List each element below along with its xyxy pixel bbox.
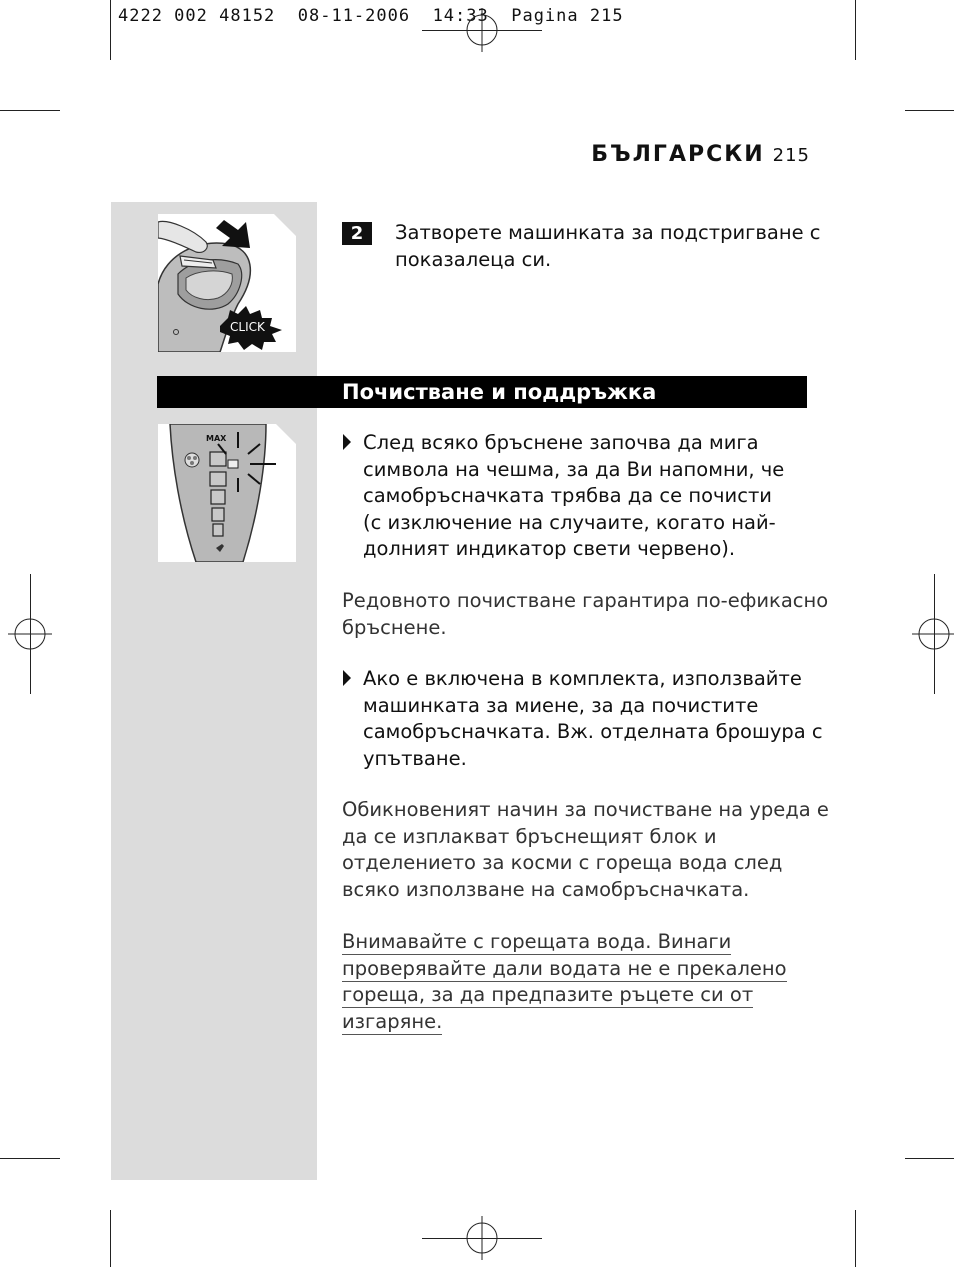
hot-water-warning — [342, 929, 787, 1035]
warning-line: гореща, за да предпазите ръцете си от — [342, 983, 754, 1006]
bullet-2-line: машинката за миене, за да почистите — [363, 693, 759, 717]
bullet-2-line: самобръсначката. Вж. отделната брошура с — [363, 720, 823, 743]
paragraph-2-line: всяко използване на самобръсначката. — [342, 877, 750, 901]
section-title: Почистване и поддръжка — [342, 380, 657, 404]
bullet-2-line: упътване. — [363, 746, 467, 770]
bullet-1-line: символа на чешма, за да Ви напомни, че — [363, 457, 785, 481]
trimmer-close-image — [158, 214, 296, 352]
bullet-1-text — [363, 430, 784, 563]
print-header: 4222 002 48152 08-11-2006 14:33 Pagina 215 — [118, 6, 624, 26]
step-2-text — [395, 220, 821, 273]
bullet-2-text — [363, 666, 823, 772]
bullet-marker-2 — [343, 670, 351, 686]
bullet-1-line: самобръсначката трябва да се почисти — [363, 484, 772, 507]
bullet-marker-1 — [343, 434, 351, 450]
step-2-line-2: показалеца си. — [395, 247, 552, 271]
warning-line: Внимавайте с горещата вода. Винаги — [342, 930, 732, 953]
warning-line: проверявайте дали водата не е прекалено — [342, 956, 787, 980]
step-number: 2 — [342, 222, 372, 245]
bullet-1-line: долният индикатор свети червено). — [363, 537, 736, 560]
trimmer-close-illustration — [158, 214, 296, 352]
paragraph-1-line: Редовното почистване гарантира по-ефикасно — [342, 589, 829, 612]
bullet-2-line: Ако е включена в комплекта, използвайте — [363, 667, 802, 690]
paragraph-1 — [342, 588, 828, 641]
cleaning-indicator-illustration — [158, 424, 296, 562]
bullet-1-line: След всяко бръснене започва да мига — [363, 431, 759, 454]
page-number: 215 — [772, 145, 810, 166]
click-label: CLICK — [230, 320, 265, 334]
warning-line: изгаряне. — [342, 1009, 443, 1033]
paragraph-2-line: отделението за косми с гореща вода след — [342, 851, 783, 874]
bullet-1-line: (с изключение на случаите, когато най- — [363, 510, 776, 534]
paragraph-2-line: Обикновеният начин за почистване на уреда е — [342, 798, 829, 821]
paragraph-1-line: бръснене. — [342, 615, 447, 639]
max-label: MAX — [206, 434, 227, 443]
paragraph-2 — [342, 797, 829, 903]
paragraph-2-line: да се изплакват бръснещият блок и — [342, 824, 717, 848]
step-2-line-1: Затворете машинката за подстригване с — [395, 221, 821, 244]
page-language-title — [560, 142, 810, 167]
language-title: БЪЛГАРСКИ — [591, 142, 765, 167]
cleaning-indicator-image — [158, 424, 296, 562]
